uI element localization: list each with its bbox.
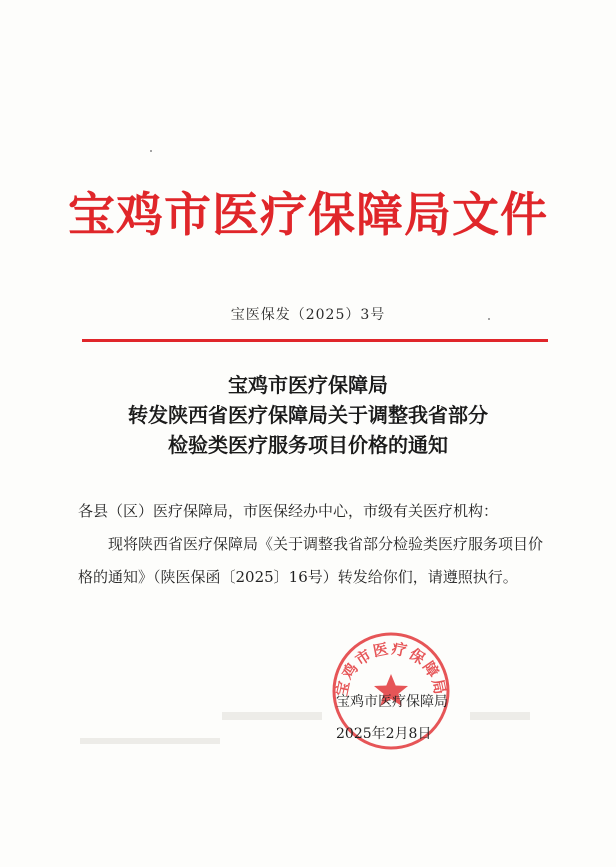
bleed-through-mark (222, 712, 322, 720)
signature-block (336, 686, 448, 750)
document-body (78, 495, 556, 594)
bleed-through-mark (470, 712, 530, 720)
bleed-through-mark (80, 738, 220, 744)
scan-speck (150, 150, 152, 152)
issue-date: 2025年2月8日 (336, 726, 432, 742)
notice-title-line-1: 宝鸡市医疗保障局 (228, 373, 388, 397)
notice-title (0, 370, 616, 460)
seal-text: 宝鸡市医疗保障局 (332, 639, 450, 698)
notice-title-line-2: 转发陕西省医疗保障局关于调整我省部分 (128, 403, 488, 427)
document-header-title: 宝鸡市医疗保障局文件 (68, 188, 548, 243)
issuer-name: 宝鸡市医疗保障局 (336, 694, 448, 710)
notice-title-line-3: 检验类医疗服务项目价格的通知 (168, 433, 448, 457)
body-paragraph: 现将陕西省医疗保障局《关于调整我省部分检验类医疗服务项目价格的通知》（陕医保函〔2025〕16号）转发给你们，请遵照执行。 (78, 535, 544, 586)
salutation: 各县（区）医疗保障局，市医保经办中心，市级有关医疗机构： (78, 502, 499, 520)
red-divider-rule (82, 339, 548, 342)
document-number: 宝医保发（2025）3号 (230, 307, 386, 323)
